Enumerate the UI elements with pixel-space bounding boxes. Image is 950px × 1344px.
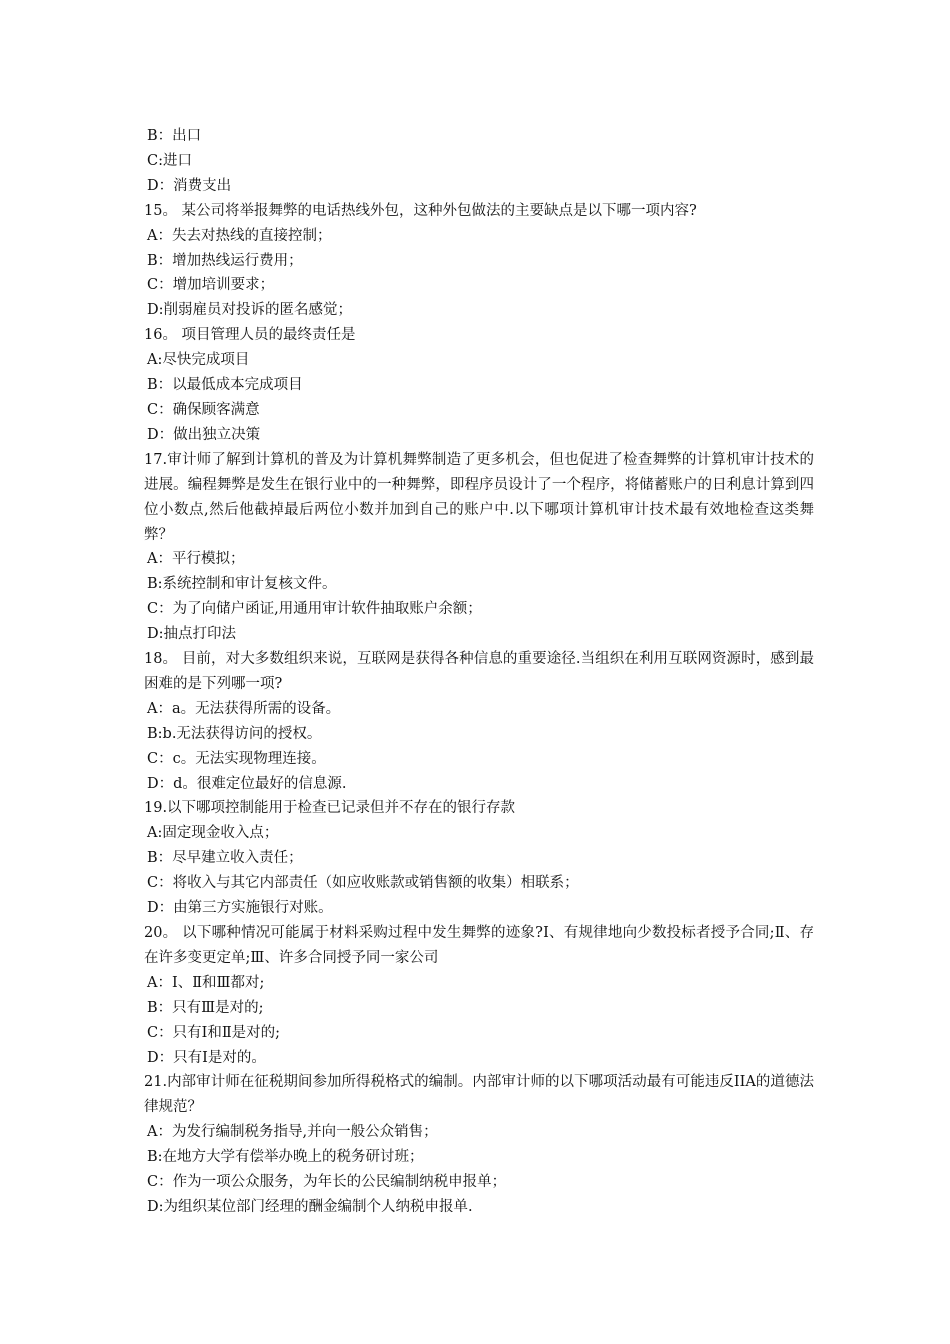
question-text: 20。 以下哪种情况可能属于材料采购过程中发生舞弊的迹象?Ⅰ、有规律地向少数投标者授予合同;Ⅱ、存在许多变更定单;Ⅲ、许多合同授予同一家公司 xyxy=(144,925,814,966)
answer-option: B：出口 xyxy=(147,128,202,144)
answer-option: D：做出独立决策 xyxy=(147,426,261,443)
answer-option: A:尽快完成项目 xyxy=(147,352,250,369)
answer-option: D：d。很难定位最好的信息源. xyxy=(147,775,347,792)
answer-option: B：以最低成本完成项目 xyxy=(147,377,303,394)
answer-option: C：作为一项公众服务，为年长的公民编制纳税申报单； xyxy=(147,1174,507,1191)
answer-option: A：为发行编制税务指导,并向一般公众销售； xyxy=(147,1124,438,1141)
question-text: 18。 目前，对大多数组织来说，互联网是获得各种信息的重要途径.当组织在利用互联网资源时，感到最困难的是下列哪一项? xyxy=(144,651,814,692)
answer-option: D：由第三方实施银行对账。 xyxy=(147,900,333,917)
question-text: 15。 某公司将举报舞弊的电话热线外包，这种外包做法的主要缺点是以下哪一项内容? xyxy=(144,202,697,219)
answer-option: B：增加热线运行费用； xyxy=(147,252,303,269)
answer-option: A:固定现金收入点； xyxy=(147,825,279,842)
answer-option: A：失去对热线的直接控制； xyxy=(147,227,332,244)
answer-option: B:在地方大学有偿举办晚上的税务研讨班； xyxy=(147,1149,424,1166)
answer-option: A：平行模拟； xyxy=(147,551,245,568)
answer-option: B：只有Ⅲ是对的; xyxy=(147,999,264,1016)
answer-option: B:b.无法获得访问的授权。 xyxy=(147,725,322,742)
answer-option: C：增加培训要求； xyxy=(147,277,275,294)
answer-option: A：a。无法获得所需的设备。 xyxy=(147,700,341,717)
answer-option: D：只有Ⅰ是对的。 xyxy=(147,1049,266,1066)
answer-option: B：尽早建立收入责任； xyxy=(147,850,303,867)
answer-option: C：只有Ⅰ和Ⅱ是对的; xyxy=(147,1024,281,1041)
answer-option: B:系统控制和审计复核文件。 xyxy=(147,576,337,593)
answer-option: D：消费支出 xyxy=(147,177,232,194)
answer-option: D:削弱雇员对投诉的匿名感觉； xyxy=(147,302,353,319)
question-text: 17.审计师了解到计算机的普及为计算机舞弊制造了更多机会，但也促进了检查舞弊的计算机审计技术的进展。编程舞弊是发生在银行业中的一种舞弊，即程序员设计了一个程序，将储蓄账户的日利息计算到四位小数点,然后他截掉最后两位小数并加到自己的账户中.以下哪项计算机审计技术最有效地检查这类舞弊？ xyxy=(144,451,814,543)
answer-option: C：将收入与其它内部责任（如应收账款或销售额的收集）相联系； xyxy=(147,875,579,892)
answer-option: D:抽点打印法 xyxy=(147,626,237,643)
question-text: 21.内部审计师在征税期间参加所得税格式的编制。内部审计师的以下哪项活动最有可能违反IIA的道德法律规范？ xyxy=(144,1074,814,1116)
question-text: 16。 项目管理人员的最终责任是 xyxy=(144,327,356,344)
document-body xyxy=(144,124,814,1220)
answer-option: C：确保顾客满意 xyxy=(147,401,260,418)
answer-option: A：Ⅰ、Ⅱ和Ⅲ都对; xyxy=(147,974,265,991)
answer-option: C：c。无法实现物理连接。 xyxy=(147,750,326,767)
answer-option: C：为了向储户函证,用通用审计软件抽取账户余额； xyxy=(147,601,482,618)
answer-option: C:进口 xyxy=(147,152,192,169)
answer-option: D:为组织某位部门经理的酬金编制个人纳税申报单. xyxy=(147,1198,473,1215)
question-text: 19.以下哪项控制能用于检查已记录但并不存在的银行存款 xyxy=(144,800,516,817)
